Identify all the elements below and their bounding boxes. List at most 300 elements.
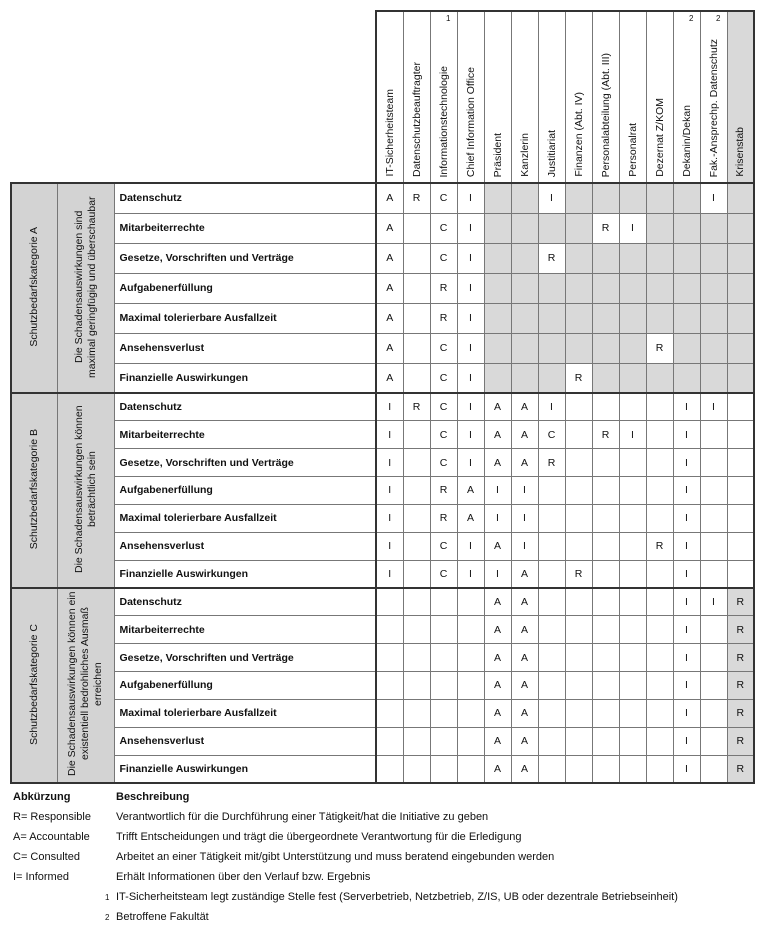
raci-cell xyxy=(727,560,754,588)
raci-cell xyxy=(457,588,484,616)
raci-cell xyxy=(700,532,727,560)
raci-cell xyxy=(376,672,403,700)
raci-cell xyxy=(646,363,673,393)
matrix-row xyxy=(11,449,754,477)
raci-cell xyxy=(403,477,430,505)
raci-cell xyxy=(565,243,592,273)
raci-cell: C xyxy=(430,333,457,363)
raci-cell xyxy=(538,699,565,727)
role-header-label: Personalabteilung (Abt. III) xyxy=(599,52,612,177)
raci-cell: I xyxy=(457,273,484,303)
raci-cell xyxy=(646,393,673,421)
role-header-label: Justitiariat xyxy=(545,129,558,177)
raci-cell xyxy=(700,449,727,477)
raci-cell: R xyxy=(430,504,457,532)
category-name: Schutzbedarfskategorie B xyxy=(27,428,40,550)
raci-cell: A xyxy=(511,672,538,700)
legend-desc: Verantwortlich für die Durchführung einer Tätigkeit/hat die Initiative zu geben xyxy=(116,811,489,823)
raci-cell: I xyxy=(673,755,700,783)
raci-cell xyxy=(565,672,592,700)
role-header xyxy=(673,11,700,183)
footnote xyxy=(13,907,678,927)
raci-cell xyxy=(565,183,592,213)
category-name: Schutzbedarfskategorie C xyxy=(27,623,40,745)
matrix-row xyxy=(11,755,754,783)
raci-cell xyxy=(646,213,673,243)
raci-cell xyxy=(376,644,403,672)
legend-desc: Trifft Entscheidungen und trägt die übergeordnete Verantwortung für die Erledigung xyxy=(116,831,522,843)
raci-cell xyxy=(565,393,592,421)
criterion-label: Datenschutz xyxy=(114,588,376,616)
raci-cell: C xyxy=(430,449,457,477)
raci-cell xyxy=(538,755,565,783)
matrix-row xyxy=(11,183,754,213)
raci-cell: R xyxy=(430,303,457,333)
raci-cell: R xyxy=(727,727,754,755)
raci-cell xyxy=(592,393,619,421)
raci-cell xyxy=(619,393,646,421)
criterion-label: Gesetze, Vorschriften und Verträge xyxy=(114,449,376,477)
raci-cell xyxy=(646,616,673,644)
legend-item xyxy=(13,827,678,847)
role-header xyxy=(700,11,727,183)
role-header xyxy=(484,11,511,183)
raci-cell xyxy=(619,755,646,783)
role-header-label: Präsident xyxy=(491,132,504,177)
raci-cell xyxy=(646,560,673,588)
raci-cell: R xyxy=(646,532,673,560)
raci-cell xyxy=(403,755,430,783)
raci-cell xyxy=(538,363,565,393)
role-header-row xyxy=(11,11,754,183)
raci-cell xyxy=(511,303,538,333)
raci-cell: I xyxy=(511,477,538,505)
role-header-label: Informationstechnologie xyxy=(437,65,450,177)
raci-cell xyxy=(403,243,430,273)
raci-cell xyxy=(565,303,592,333)
raci-cell: R xyxy=(727,644,754,672)
raci-cell xyxy=(646,449,673,477)
raci-cell: A xyxy=(511,644,538,672)
matrix-row xyxy=(11,421,754,449)
criterion-label: Mitarbeiterrechte xyxy=(114,421,376,449)
raci-cell: C xyxy=(430,363,457,393)
role-header-label: Datenschutzbeauftragter xyxy=(410,62,423,177)
raci-cell xyxy=(430,727,457,755)
footnote-mark: 2 xyxy=(689,14,694,23)
raci-cell xyxy=(430,699,457,727)
raci-cell xyxy=(673,363,700,393)
raci-cell xyxy=(700,672,727,700)
raci-cell xyxy=(565,477,592,505)
raci-cell xyxy=(565,644,592,672)
raci-cell: A xyxy=(511,393,538,421)
role-header xyxy=(430,11,457,183)
raci-cell xyxy=(538,560,565,588)
raci-cell xyxy=(646,477,673,505)
raci-cell xyxy=(619,477,646,505)
legend-abbr: C= Consulted xyxy=(13,851,80,863)
raci-cell: I xyxy=(673,644,700,672)
raci-cell xyxy=(538,644,565,672)
role-header xyxy=(511,11,538,183)
raci-cell xyxy=(376,616,403,644)
raci-cell xyxy=(430,616,457,644)
raci-cell xyxy=(538,588,565,616)
raci-cell: R xyxy=(538,243,565,273)
raci-cell: A xyxy=(484,755,511,783)
raci-cell xyxy=(619,644,646,672)
role-header-label: Kanzlerin xyxy=(518,133,531,177)
raci-cell: I xyxy=(511,504,538,532)
footnote-mark: 2 xyxy=(716,14,721,23)
raci-cell xyxy=(430,588,457,616)
raci-cell: I xyxy=(673,504,700,532)
criterion-label: Gesetze, Vorschriften und Verträge xyxy=(114,644,376,672)
raci-cell xyxy=(592,183,619,213)
raci-cell xyxy=(538,303,565,333)
footnote-mark: 1 xyxy=(446,14,451,23)
raci-cell xyxy=(403,560,430,588)
legend-item xyxy=(13,807,678,827)
raci-cell: I xyxy=(673,532,700,560)
raci-cell: I xyxy=(376,504,403,532)
matrix-row xyxy=(11,560,754,588)
raci-cell xyxy=(619,699,646,727)
raci-cell: R xyxy=(646,333,673,363)
raci-cell xyxy=(646,421,673,449)
raci-cell xyxy=(700,644,727,672)
raci-cell xyxy=(646,588,673,616)
raci-cell: A xyxy=(511,699,538,727)
legend-item xyxy=(13,847,678,867)
raci-cell xyxy=(511,183,538,213)
category-label xyxy=(11,393,57,588)
raci-cell xyxy=(592,333,619,363)
raci-cell xyxy=(700,616,727,644)
raci-cell: I xyxy=(673,588,700,616)
raci-cell: C xyxy=(430,183,457,213)
raci-cell: R xyxy=(592,213,619,243)
role-header xyxy=(376,11,403,183)
raci-cell: A xyxy=(511,755,538,783)
raci-cell xyxy=(538,213,565,243)
category-description-text: Die Schadensauswirkungen können beträchtlich sein xyxy=(72,405,98,573)
raci-cell xyxy=(592,616,619,644)
role-header xyxy=(403,11,430,183)
raci-cell: A xyxy=(484,699,511,727)
role-header-label: Dezernat Z/KOM xyxy=(653,98,666,177)
raci-cell xyxy=(565,421,592,449)
raci-cell xyxy=(592,449,619,477)
raci-cell: C xyxy=(538,421,565,449)
footnote xyxy=(13,887,678,907)
raci-cell xyxy=(403,699,430,727)
raci-cell: I xyxy=(484,477,511,505)
raci-cell: A xyxy=(376,213,403,243)
raci-cell: R xyxy=(403,183,430,213)
raci-cell: A xyxy=(484,393,511,421)
criterion-label: Aufgabenerfüllung xyxy=(114,672,376,700)
role-header-label: Finanzen (Abt. IV) xyxy=(572,92,585,177)
raci-cell: I xyxy=(673,421,700,449)
raci-cell xyxy=(538,504,565,532)
raci-cell: I xyxy=(376,449,403,477)
raci-cell xyxy=(538,477,565,505)
raci-cell xyxy=(592,588,619,616)
raci-cell: A xyxy=(511,421,538,449)
raci-cell xyxy=(619,616,646,644)
raci-cell xyxy=(646,644,673,672)
raci-cell xyxy=(592,755,619,783)
raci-cell xyxy=(646,755,673,783)
raci-cell xyxy=(727,363,754,393)
raci-cell xyxy=(565,616,592,644)
raci-cell xyxy=(727,532,754,560)
legend-abbr: R= Responsible xyxy=(13,811,91,823)
raci-cell xyxy=(403,421,430,449)
raci-cell xyxy=(646,672,673,700)
raci-cell: I xyxy=(457,363,484,393)
raci-cell: I xyxy=(538,393,565,421)
raci-cell xyxy=(727,213,754,243)
raci-cell xyxy=(403,727,430,755)
legend-header xyxy=(13,791,678,807)
raci-cell: I xyxy=(376,477,403,505)
raci-cell xyxy=(592,504,619,532)
raci-cell: R xyxy=(727,588,754,616)
raci-cell xyxy=(727,303,754,333)
raci-cell xyxy=(511,273,538,303)
raci-cell xyxy=(727,421,754,449)
corner-blank xyxy=(11,11,376,183)
raci-cell xyxy=(619,243,646,273)
raci-cell: C xyxy=(430,243,457,273)
raci-cell xyxy=(403,213,430,243)
raci-cell: A xyxy=(376,273,403,303)
raci-cell xyxy=(484,363,511,393)
raci-cell xyxy=(592,560,619,588)
raci-cell xyxy=(700,755,727,783)
raci-cell xyxy=(538,532,565,560)
raci-cell: I xyxy=(484,560,511,588)
raci-cell xyxy=(565,213,592,243)
raci-cell xyxy=(403,363,430,393)
raci-cell xyxy=(673,303,700,333)
role-header xyxy=(646,11,673,183)
criterion-label: Aufgabenerfüllung xyxy=(114,477,376,505)
criterion-label: Finanzielle Auswirkungen xyxy=(114,755,376,783)
raci-cell: A xyxy=(376,183,403,213)
matrix-row xyxy=(11,504,754,532)
matrix-row xyxy=(11,393,754,421)
raci-cell: A xyxy=(511,616,538,644)
raci-cell: A xyxy=(484,449,511,477)
raci-cell xyxy=(457,644,484,672)
raci-cell xyxy=(538,333,565,363)
legend-item xyxy=(13,867,678,887)
criterion-label: Datenschutz xyxy=(114,183,376,213)
raci-cell xyxy=(592,363,619,393)
raci-cell xyxy=(403,532,430,560)
criterion-label: Aufgabenerfüllung xyxy=(114,273,376,303)
raci-cell xyxy=(457,727,484,755)
raci-cell xyxy=(673,183,700,213)
raci-cell: I xyxy=(673,393,700,421)
raci-cell: I xyxy=(619,421,646,449)
raci-cell xyxy=(700,560,727,588)
raci-cell: I xyxy=(457,532,484,560)
raci-cell: I xyxy=(457,560,484,588)
raci-cell xyxy=(565,532,592,560)
role-header xyxy=(538,11,565,183)
matrix-row xyxy=(11,333,754,363)
raci-cell xyxy=(727,393,754,421)
raci-cell xyxy=(592,532,619,560)
matrix-row xyxy=(11,727,754,755)
raci-cell: I xyxy=(457,393,484,421)
raci-cell: I xyxy=(673,477,700,505)
category-name: Schutzbedarfskategorie A xyxy=(27,226,40,347)
category-description xyxy=(57,183,114,393)
matrix-row xyxy=(11,477,754,505)
criterion-label: Mitarbeiterrechte xyxy=(114,213,376,243)
criterion-label: Gesetze, Vorschriften und Verträge xyxy=(114,243,376,273)
raci-cell xyxy=(592,243,619,273)
role-header xyxy=(592,11,619,183)
raci-cell: I xyxy=(511,532,538,560)
raci-cell: R xyxy=(538,449,565,477)
legend-abbr: I= Informed xyxy=(13,871,69,883)
raci-cell xyxy=(565,727,592,755)
category-description xyxy=(57,588,114,783)
raci-cell: A xyxy=(484,588,511,616)
raci-cell: A xyxy=(511,727,538,755)
matrix-row xyxy=(11,672,754,700)
raci-cell xyxy=(619,672,646,700)
raci-cell xyxy=(673,273,700,303)
criterion-label: Ansehensverlust xyxy=(114,532,376,560)
raci-cell: A xyxy=(376,333,403,363)
raci-cell xyxy=(592,672,619,700)
raci-cell: A xyxy=(376,243,403,273)
raci-cell xyxy=(592,273,619,303)
matrix-row xyxy=(11,616,754,644)
raci-cell: A xyxy=(511,560,538,588)
raci-cell xyxy=(403,303,430,333)
raci-cell: R xyxy=(727,616,754,644)
raci-cell: I xyxy=(457,303,484,333)
raci-cell xyxy=(376,727,403,755)
raci-cell xyxy=(430,672,457,700)
raci-cell xyxy=(619,532,646,560)
role-header-label: Krisenstab xyxy=(734,127,747,177)
role-header xyxy=(619,11,646,183)
raci-cell xyxy=(673,213,700,243)
criterion-label: Maximal tolerierbare Ausfallzeit xyxy=(114,303,376,333)
legend-desc: Erhält Informationen über den Verlauf bzw. Ergebnis xyxy=(116,871,371,883)
raci-cell xyxy=(403,588,430,616)
raci-cell xyxy=(538,273,565,303)
matrix-row xyxy=(11,532,754,560)
raci-cell xyxy=(727,449,754,477)
raci-cell xyxy=(619,588,646,616)
raci-cell xyxy=(403,672,430,700)
role-header-label: Fak.-Ansprechp. Datenschutz xyxy=(707,38,720,177)
raci-cell xyxy=(619,273,646,303)
raci-cell xyxy=(619,504,646,532)
raci-cell: R xyxy=(592,421,619,449)
footnote-number: 1 xyxy=(105,892,110,902)
raci-cell xyxy=(403,449,430,477)
criterion-label: Ansehensverlust xyxy=(114,333,376,363)
raci-cell: I xyxy=(673,616,700,644)
raci-cell xyxy=(619,333,646,363)
raci-cell xyxy=(376,699,403,727)
raci-cell xyxy=(565,699,592,727)
raci-cell xyxy=(619,303,646,333)
category-label xyxy=(11,588,57,783)
raci-cell xyxy=(565,449,592,477)
legend-header-desc: Beschreibung xyxy=(116,791,190,803)
legend-abbr: A= Accountable xyxy=(13,831,90,843)
raci-cell xyxy=(619,449,646,477)
raci-cell: A xyxy=(484,672,511,700)
raci-cell: I xyxy=(457,449,484,477)
footnote-text: IT-Sicherheitsteam legt zuständige Stelle fest (Serverbetrieb, Netzbetrieb, Z/IS, UB oder dezentrale Betriebseinheit) xyxy=(116,891,678,903)
raci-cell: I xyxy=(457,183,484,213)
matrix-row xyxy=(11,363,754,393)
criterion-label: Maximal tolerierbare Ausfallzeit xyxy=(114,504,376,532)
raci-cell: A xyxy=(484,616,511,644)
raci-cell xyxy=(592,644,619,672)
raci-cell xyxy=(457,699,484,727)
criterion-label: Maximal tolerierbare Ausfallzeit xyxy=(114,699,376,727)
matrix-row xyxy=(11,213,754,243)
raci-cell xyxy=(727,333,754,363)
raci-cell xyxy=(727,477,754,505)
raci-cell xyxy=(538,727,565,755)
raci-cell xyxy=(430,644,457,672)
raci-cell xyxy=(700,303,727,333)
raci-cell xyxy=(511,213,538,243)
raci-cell xyxy=(484,333,511,363)
footnote-number: 2 xyxy=(105,912,110,922)
raci-cell: I xyxy=(700,183,727,213)
criterion-label: Finanzielle Auswirkungen xyxy=(114,363,376,393)
raci-cell: R xyxy=(727,755,754,783)
raci-cell xyxy=(403,273,430,303)
raci-cell xyxy=(646,504,673,532)
role-header-label: Dekanin/Dekan xyxy=(680,105,693,177)
legend-header-abbr: Abkürzung xyxy=(13,791,71,803)
raci-matrix xyxy=(10,10,755,784)
raci-cell: C xyxy=(430,560,457,588)
raci-cell: I xyxy=(376,393,403,421)
category-description-text: Die Schadensauswirkungen können ein existentiell bedrohliches Ausmaß erreichen xyxy=(66,591,104,777)
raci-cell xyxy=(403,504,430,532)
raci-cell xyxy=(619,363,646,393)
raci-cell xyxy=(619,727,646,755)
raci-cell xyxy=(511,333,538,363)
raci-cell xyxy=(700,504,727,532)
raci-cell: I xyxy=(700,393,727,421)
role-header xyxy=(457,11,484,183)
raci-cell xyxy=(484,243,511,273)
raci-cell xyxy=(457,755,484,783)
raci-cell xyxy=(484,303,511,333)
criterion-label: Ansehensverlust xyxy=(114,727,376,755)
